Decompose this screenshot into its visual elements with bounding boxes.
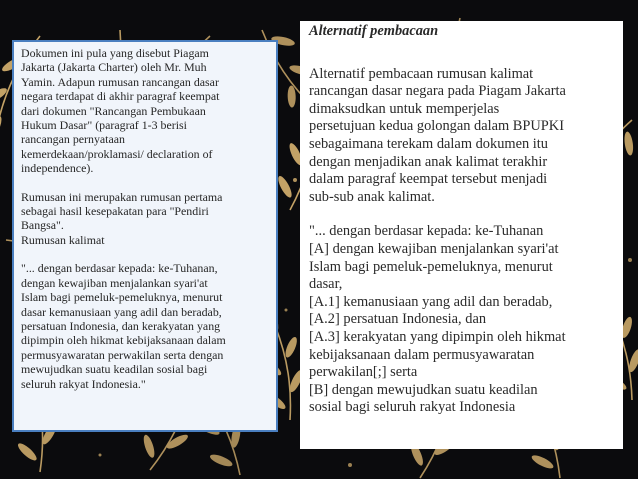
right-text-panel bbox=[300, 21, 623, 449]
text-line: dasar kemanusiaan yang adil dan beradab, bbox=[21, 304, 222, 319]
text-line: dalam paragraf keempat tersebut menjadi bbox=[309, 171, 548, 188]
text-line: "... dengan berdasar kepada: ke-Tuhanan bbox=[309, 223, 544, 240]
text-line: "... dengan berdasar kepada: ke-Tuhanan, bbox=[21, 261, 218, 276]
text-line: independence). bbox=[21, 161, 94, 176]
text-line: Rumusan ini merupakan rumusan pertama bbox=[21, 189, 223, 204]
text-line: Islam bagi pemeluk-pemeluknya, menurut bbox=[21, 290, 223, 305]
text-line: Bangsa". bbox=[21, 218, 64, 233]
text-line: rancangan dasar negara pada Piagam Jakarta bbox=[309, 83, 566, 100]
text-line: [A.2] persatuan Indonesia, dan bbox=[309, 311, 487, 328]
text-line: permusyawaratan perwakilan serta dengan bbox=[21, 347, 224, 362]
text-line: Rumusan kalimat bbox=[21, 232, 105, 247]
text-line: sebagaimana terekam dalam dokumen itu bbox=[309, 135, 548, 152]
text-line: dimaksudkan untuk memperjelas bbox=[309, 100, 500, 117]
left-paragraph-first-formulation bbox=[21, 190, 269, 248]
text-line: Islam bagi pemeluk-pemeluknya, menurut bbox=[309, 258, 553, 275]
text-line: Alternatif pembacaan rumusan kalimat bbox=[309, 65, 534, 82]
text-line: dari dokumen "Rancangan Pembukaan bbox=[21, 103, 206, 118]
text-line: sebagai hasil kesepakatan para "Pendiri bbox=[21, 204, 209, 219]
text-line: [A.1] kemanusiaan yang adil dan beradab, bbox=[309, 293, 553, 310]
text-line: Yamin. Adapun rumusan rancangan dasar bbox=[21, 74, 219, 89]
text-line: seluruh rakyat Indonesia." bbox=[21, 376, 146, 391]
left-text-panel bbox=[12, 40, 278, 432]
text-line: dipimpin oleh hikmat kebijaksanaan dalam bbox=[21, 333, 226, 348]
text-line: dengan menjadikan anak kalimat terakhir bbox=[309, 153, 548, 170]
text-line: [A] dengan kewajiban menjalankan syari'at bbox=[309, 240, 559, 257]
text-line: kebijaksanaan dalam permusyawaratan bbox=[309, 346, 535, 363]
text-line: dasar, bbox=[309, 276, 343, 293]
left-paragraph-intro bbox=[21, 46, 269, 176]
text-line: kemerdekaan/proklamasi/ declaration of bbox=[21, 146, 213, 161]
text-line: [B] dengan mewujudkan suatu keadilan bbox=[309, 381, 538, 398]
text-line: [A.3] kerakyatan yang dipimpin oleh hikmat bbox=[309, 328, 566, 345]
text-line: Dokumen ini pula yang disebut Piagam bbox=[21, 46, 209, 60]
left-paragraph-quote bbox=[21, 261, 269, 391]
text-line: persatuan Indonesia, dan kerakyatan yang bbox=[21, 318, 221, 333]
text-line: sosial bagi seluruh rakyat Indonesia bbox=[309, 399, 516, 416]
text-line: Jakarta (Jakarta Charter) oleh Mr. Muh bbox=[21, 60, 207, 75]
text-line: rancangan pernyataan bbox=[21, 132, 125, 147]
text-line: persetujuan kedua golongan dalam BPUPKI bbox=[309, 118, 564, 135]
text-line: Hukum Dasar" (paragraf 1-3 berisi bbox=[21, 118, 187, 133]
text-line: perwakilan[;] serta bbox=[309, 364, 418, 381]
text-line: sub-sub anak kalimat. bbox=[309, 188, 435, 205]
text-line: negara terdapat di akhir paragraf keempat bbox=[21, 89, 220, 104]
right-panel-title: Alternatif pembacaan bbox=[309, 23, 439, 39]
text-line: mewujudkan suatu keadilan sosial bagi bbox=[21, 362, 208, 377]
right-paragraph-explanation bbox=[309, 66, 623, 207]
right-paragraph-alternative-quote bbox=[309, 223, 623, 417]
text-line: dengan kewajiban menjalankan syari'at bbox=[21, 275, 208, 290]
